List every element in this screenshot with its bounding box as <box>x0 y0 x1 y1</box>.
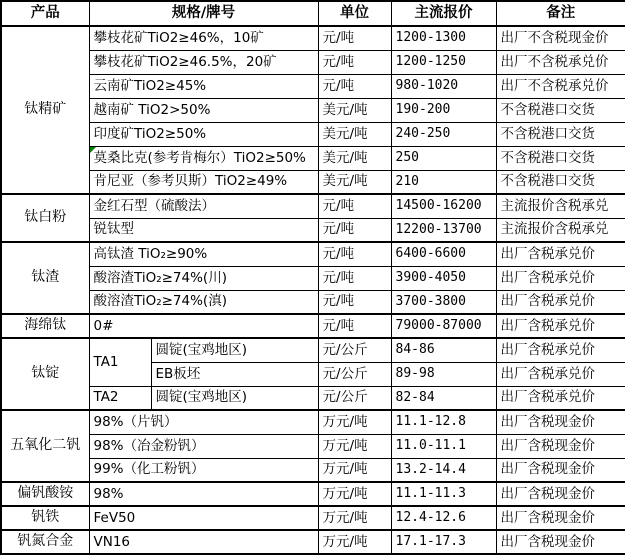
unit-cell: 万元/吨 <box>318 506 391 530</box>
price-cell: 12200-13700 <box>391 218 496 242</box>
note-cell: 出厂含税承兑价 <box>496 266 625 290</box>
price-cell: 6400-6600 <box>391 242 496 266</box>
table-row <box>1 530 625 554</box>
table-row <box>1 314 625 338</box>
unit-cell: 元/吨 <box>318 74 391 98</box>
unit-cell: 美元/吨 <box>318 122 391 146</box>
comment-marker-icon <box>90 147 96 153</box>
spec-cell: 0# <box>89 314 318 338</box>
spec-cell: VN16 <box>89 530 318 554</box>
spec-cell: 99%（化工粉钒） <box>89 458 318 482</box>
spec-cell: 酸溶渣TiO₂≥74%(川) <box>89 266 318 290</box>
product-group-cell: 钛渣 <box>1 242 89 314</box>
spec-cell: 印度矿TiO2≥50% <box>89 122 318 146</box>
table-row <box>1 170 625 194</box>
unit-cell: 万元/吨 <box>318 458 391 482</box>
note-cell: 出厂含税现金价 <box>496 530 625 554</box>
spec-cell: 圆锭(宝鸡地区) <box>151 386 318 410</box>
price-cell: 17.1-17.3 <box>391 530 496 554</box>
spec-cell: 攀枝花矿TiO2≥46.5%，20矿 <box>89 50 318 74</box>
header-spec: 规格/牌号 <box>89 1 318 26</box>
note-cell: 出厂含税承兑价 <box>496 290 625 314</box>
spec-cell: 攀枝花矿TiO2≥46%，10矿 <box>89 26 318 50</box>
price-cell: 190-200 <box>391 98 496 122</box>
price-cell: 3700-3800 <box>391 290 496 314</box>
table-row <box>1 242 625 266</box>
table-row <box>1 122 625 146</box>
unit-cell: 元/吨 <box>318 50 391 74</box>
table-row <box>1 386 625 410</box>
table-row <box>1 26 625 50</box>
note-cell: 主流报价含税承兑 <box>496 218 625 242</box>
table-row <box>1 458 625 482</box>
table-row <box>1 266 625 290</box>
unit-cell: 美元/吨 <box>318 146 391 170</box>
price-cell: 1200-1250 <box>391 50 496 74</box>
product-group-cell: 钒铁 <box>1 506 89 530</box>
price-cell: 82-84 <box>391 386 496 410</box>
product-group-cell: 钒氮合金 <box>1 530 89 554</box>
table-row <box>1 98 625 122</box>
unit-cell: 万元/吨 <box>318 434 391 458</box>
product-group-cell: 钛白粉 <box>1 194 89 242</box>
unit-cell: 元/吨 <box>318 26 391 50</box>
table-row <box>1 506 625 530</box>
header-unit: 单位 <box>318 1 391 26</box>
note-cell: 出厂不含税承兑价 <box>496 50 625 74</box>
spec-cell: 酸溶渣TiO₂≥74%(滇) <box>89 290 318 314</box>
unit-cell: 元/吨 <box>318 218 391 242</box>
price-cell: 11.0-11.1 <box>391 434 496 458</box>
spec-cell: FeV50 <box>89 506 318 530</box>
price-cell: 1200-1300 <box>391 26 496 50</box>
unit-cell: 万元/吨 <box>318 530 391 554</box>
unit-cell: 元/吨 <box>318 290 391 314</box>
table-row <box>1 434 625 458</box>
spec-text: 莫桑比克(参考肯梅尔）TiO2≥50% <box>93 149 306 166</box>
unit-cell: 美元/吨 <box>318 98 391 122</box>
header-product: 产品 <box>1 1 89 26</box>
note-cell: 不含税港口交货 <box>496 146 625 170</box>
note-cell: 出厂含税现金价 <box>496 458 625 482</box>
unit-cell: 元/吨 <box>318 194 391 218</box>
table-row <box>1 410 625 434</box>
unit-cell: 元/吨 <box>318 314 391 338</box>
spec-cell: 金红石型（硫酸法） <box>89 194 318 218</box>
unit-cell: 元/公斤 <box>318 362 391 386</box>
header-row <box>1 1 625 26</box>
note-cell: 出厂不含税现金价 <box>496 26 625 50</box>
price-cell: 11.1-12.8 <box>391 410 496 434</box>
product-group-cell: 钛精矿 <box>1 26 89 194</box>
table-row <box>1 338 625 362</box>
price-cell: 250 <box>391 146 496 170</box>
note-cell: 不含税港口交货 <box>496 98 625 122</box>
header-note: 备注 <box>496 1 625 26</box>
spec-cell <box>89 146 318 170</box>
note-cell: 出厂含税承兑价 <box>496 362 625 386</box>
product-group-cell: 钛锭 <box>1 338 89 410</box>
spec-cell: 98% <box>89 482 318 506</box>
spec-cell: 98%（冶金粉钒） <box>89 434 318 458</box>
price-cell: 84-86 <box>391 338 496 362</box>
note-cell: 出厂含税承兑价 <box>496 338 625 362</box>
note-cell: 不含税港口交货 <box>496 170 625 194</box>
spec-cell: 98%（片钒） <box>89 410 318 434</box>
table-row <box>1 50 625 74</box>
note-cell: 出厂含税现金价 <box>496 506 625 530</box>
unit-cell: 元/吨 <box>318 266 391 290</box>
spec-cell: 肯尼亚（参考贝斯）TiO2≥49% <box>89 170 318 194</box>
grade-cell: TA2 <box>89 386 151 410</box>
header-price: 主流报价 <box>391 1 496 26</box>
table-row <box>1 146 625 170</box>
unit-cell: 万元/吨 <box>318 482 391 506</box>
table-row <box>1 218 625 242</box>
unit-cell: 万元/吨 <box>318 410 391 434</box>
unit-cell: 美元/吨 <box>318 170 391 194</box>
note-cell: 出厂含税承兑价 <box>496 242 625 266</box>
note-cell: 出厂不含税承兑价 <box>496 74 625 98</box>
price-cell: 13.2-14.4 <box>391 458 496 482</box>
price-cell: 980-1020 <box>391 74 496 98</box>
spec-cell: 云南矿TiO2≥45% <box>89 74 318 98</box>
price-cell: 89-98 <box>391 362 496 386</box>
spec-cell: 锐钛型 <box>89 218 318 242</box>
product-group-cell: 偏钒酸铵 <box>1 482 89 506</box>
note-cell: 出厂含税承兑价 <box>496 314 625 338</box>
price-cell: 210 <box>391 170 496 194</box>
spec-cell: 越南矿 TiO2>50% <box>89 98 318 122</box>
table-row <box>1 194 625 218</box>
grade-cell: TA1 <box>89 338 151 386</box>
spec-cell: EB板坯 <box>151 362 318 386</box>
table-row <box>1 290 625 314</box>
price-cell: 79000-87000 <box>391 314 496 338</box>
price-cell: 14500-16200 <box>391 194 496 218</box>
note-cell: 出厂含税现金价 <box>496 434 625 458</box>
price-cell: 11.1-11.3 <box>391 482 496 506</box>
note-cell: 出厂含税承兑价 <box>496 386 625 410</box>
unit-cell: 元/吨 <box>318 242 391 266</box>
table-row <box>1 74 625 98</box>
note-cell: 出厂含税现金价 <box>496 482 625 506</box>
note-cell: 出厂含税现金价 <box>496 410 625 434</box>
spec-cell: 圆锭(宝鸡地区) <box>151 338 318 362</box>
product-group-cell: 海绵钛 <box>1 314 89 338</box>
price-cell: 240-250 <box>391 122 496 146</box>
table-row <box>1 482 625 506</box>
price-cell: 3900-4050 <box>391 266 496 290</box>
unit-cell: 元/公斤 <box>318 386 391 410</box>
note-cell: 不含税港口交货 <box>496 122 625 146</box>
product-group-cell: 五氧化二钒 <box>1 410 89 482</box>
spec-cell: 高钛渣 TiO₂≥90% <box>89 242 318 266</box>
unit-cell: 元/公斤 <box>318 338 391 362</box>
price-cell: 12.4-12.6 <box>391 506 496 530</box>
note-cell: 主流报价含税承兑 <box>496 194 625 218</box>
